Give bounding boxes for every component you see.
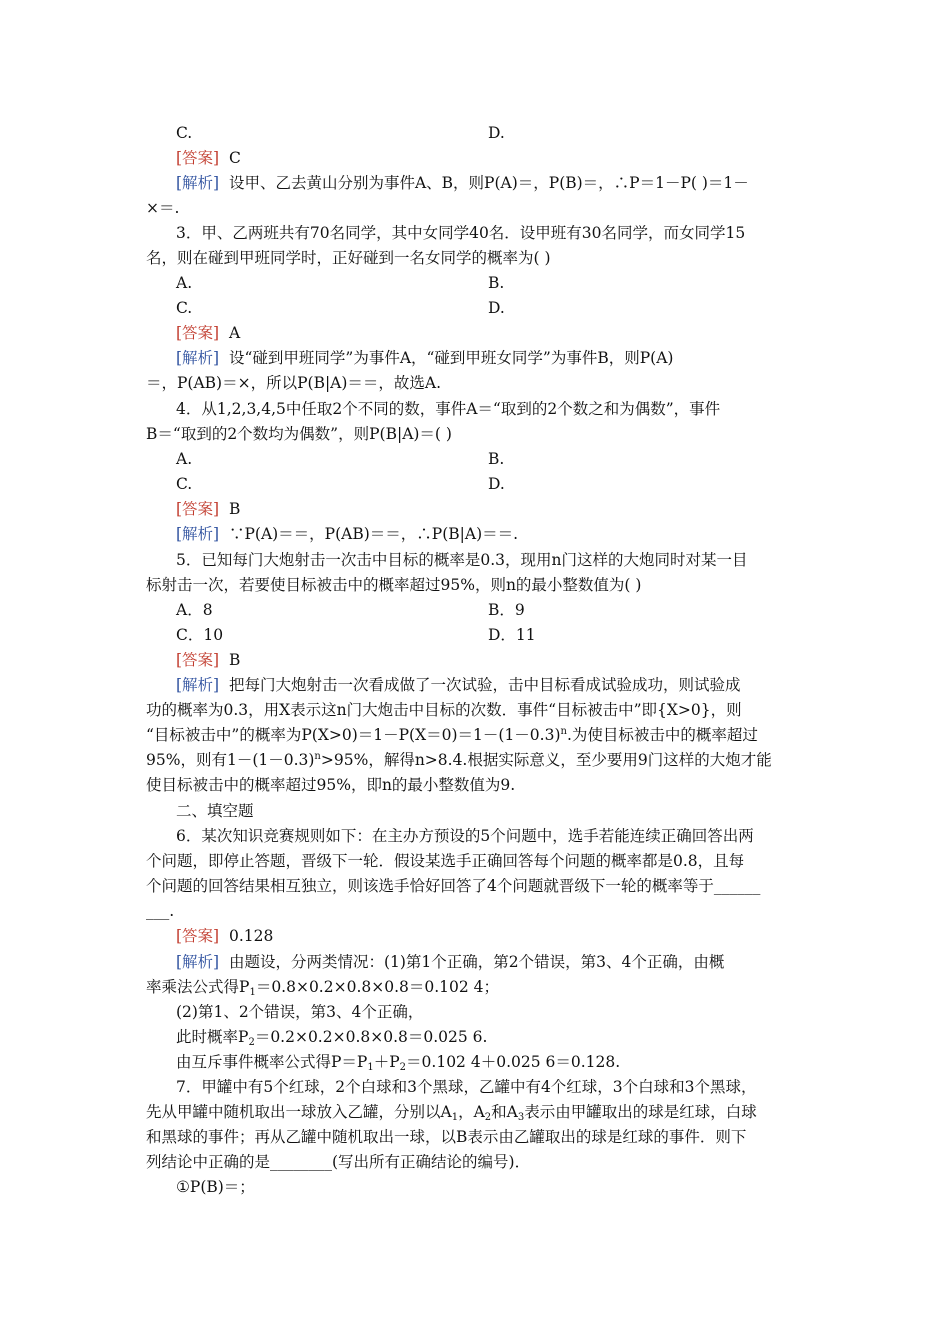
q6-analysis-line-2 xyxy=(146,975,499,1000)
q2-option-c: C. xyxy=(176,124,193,142)
analysis-tag: [解析] xyxy=(176,174,220,192)
q3-analysis-line-1 xyxy=(176,346,673,371)
subscript: 3 xyxy=(517,1112,525,1123)
text-run: >95%，解得n>8.4.根据实际意义，至少要用9门这样的大炮才能 xyxy=(320,751,772,769)
q5-analysis-line-5: 使目标被击中的概率超过95%，即n的最小整数值为9. xyxy=(146,776,516,794)
subscript: 1 xyxy=(451,1112,459,1123)
q7-item-1: ①P(B)＝； xyxy=(176,1178,255,1196)
q4-option-a: A. xyxy=(176,450,193,468)
subscript: 2 xyxy=(248,1037,255,1048)
q6-analysis-line-4 xyxy=(176,1025,487,1050)
analysis-tag: [解析] xyxy=(176,676,220,694)
q3-option-c: C. xyxy=(176,299,193,317)
q4-option-d: D. xyxy=(488,475,505,493)
analysis-tag: [解析] xyxy=(176,953,220,971)
text-run: 和A xyxy=(491,1103,518,1121)
q7-stem-line-1: 7．甲罐中有5个红球，2个白球和3个黑球，乙罐中有4个红球，3个白球和3个黑球， xyxy=(176,1078,757,1096)
q7-stem-line-2 xyxy=(146,1100,757,1125)
text-run: 先从甲罐中随机取出一球放入乙罐，分别以A xyxy=(146,1103,452,1121)
q6-analysis-line-5 xyxy=(176,1050,620,1075)
q4-answer: B xyxy=(228,500,241,518)
q4-option-c: C. xyxy=(176,475,193,493)
section-title: 二、填空题 xyxy=(176,802,254,820)
text-run: 表示由甲罐取出的球是红球，白球 xyxy=(524,1103,757,1121)
q6-answer: 0.128 xyxy=(228,927,274,945)
q6-stem-line-4: ___. xyxy=(146,902,175,920)
analysis-tag: [解析] xyxy=(176,525,220,543)
q4-answer-line xyxy=(176,497,240,522)
q6-analysis-line-3: (2)第1、2个错误，第3、4个正确， xyxy=(176,1003,424,1021)
q4-analysis-text: ∵P(A)＝＝，P(AB)＝＝，∴P(B|A)＝＝. xyxy=(228,525,519,543)
q5-analysis-line-1 xyxy=(176,673,740,698)
text-run: .为使目标被击中的概率超过 xyxy=(566,726,758,744)
q2-analysis-text: 设甲、乙去黄山分别为事件A、B，则P(A)＝，P(B)＝，∴P＝1－P( )＝1－ xyxy=(228,174,749,192)
q3-analysis-text: 设“碰到甲班同学”为事件A，“碰到甲班女同学”为事件B，则P(A) xyxy=(228,349,674,367)
answer-tag: [答案] xyxy=(176,324,220,342)
text-run: 95%，则有1－(1－0.3) xyxy=(146,751,315,769)
q5-analysis-line-2: 功的概率为0.3，用X表示这n门大炮击中目标的次数．事件“目标被击中”即{X>0}，则 xyxy=(146,701,742,719)
q6-stem-line-3: 个问题的回答结果相互独立，则该选手恰好回答了4个问题就晋级下一轮的概率等于______ xyxy=(146,877,761,895)
text-run: “目标被击中”的概率为P(X>0)＝1－P(X＝0)＝1－(1－0.3) xyxy=(146,726,561,744)
q6-analysis-text: 由题设，分两类情况：(1)第1个正确，第2个错误，第3、4个正确，由概 xyxy=(228,953,725,971)
text-run: ，A xyxy=(458,1103,485,1121)
subscript: 2 xyxy=(399,1062,407,1073)
text-run: 此时概率P xyxy=(176,1028,249,1046)
q3-answer-line xyxy=(176,321,240,346)
text-run: 率乘法公式得P xyxy=(146,978,250,996)
q7-stem-line-4: 列结论中正确的是________(写出所有正确结论的编号)． xyxy=(146,1153,531,1171)
answer-tag: [答案] xyxy=(176,500,220,518)
q6-stem-line-1: 6．某次知识竞赛规则如下：在主办方预设的5个问题中，选手若能连续正确回答出两 xyxy=(176,827,754,845)
exponent: n xyxy=(314,751,321,762)
text-run: ＝0.2×0.2×0.8×0.8＝0.025 6. xyxy=(254,1028,488,1046)
q5-analysis-line-4 xyxy=(146,748,772,773)
q2-analysis-line-2: ×＝. xyxy=(146,199,180,217)
text-run: 由互斥事件概率公式得P＝P xyxy=(176,1053,368,1071)
subscript: 1 xyxy=(367,1062,374,1073)
text-run: ＋P xyxy=(373,1053,400,1071)
q5-answer: B xyxy=(228,651,241,669)
q4-stem-line-1: 4．从1,2,3,4,5中任取2个不同的数，事件A＝“取到的2个数之和为偶数”，事件 xyxy=(176,400,721,418)
analysis-tag: [解析] xyxy=(176,349,220,367)
q3-stem-line-1: 3．甲、乙两班共有70名同学，其中女同学40名．设甲班有30名同学，而女同学15 xyxy=(176,224,746,242)
q5-option-b: B．9 xyxy=(488,601,525,619)
q7-stem-line-3: 和黑球的事件；再从乙罐中随机取出一球，以B表示由乙罐取出的球是红球的事件．则下 xyxy=(146,1128,747,1146)
q5-option-c: C．10 xyxy=(176,626,224,644)
answer-tag: [答案] xyxy=(176,651,220,669)
q2-answer-line xyxy=(176,146,241,171)
q6-stem-line-2: 个问题，即停止答题，晋级下一轮．假设某选手正确回答每个问题的概率都是0.8，且每 xyxy=(146,852,745,870)
q2-option-d: D. xyxy=(488,124,505,142)
q3-answer: A xyxy=(228,324,241,342)
q2-analysis-line-1 xyxy=(176,171,749,196)
subscript: 2 xyxy=(484,1112,492,1123)
q5-option-a: A．8 xyxy=(176,601,213,619)
q3-analysis-line-2: ＝，P(AB)＝×，所以P(B|A)＝＝，故选A. xyxy=(146,374,442,392)
q5-option-d: D．11 xyxy=(488,626,536,644)
exponent: n xyxy=(560,726,567,737)
answer-tag: [答案] xyxy=(176,149,220,167)
q4-stem-line-2: B＝“取到的2个数均为偶数”，则P(B|A)＝( ) xyxy=(146,425,452,443)
q5-stem-line-1: 5．已知每门大炮射击一次击中目标的概率是0.3，现用n门这样的大炮同时对某一目 xyxy=(176,551,748,569)
q3-option-a: A. xyxy=(176,274,193,292)
q3-option-d: D. xyxy=(488,299,505,317)
q5-analysis-text: 把每门大炮射击一次看成做了一次试验，击中目标看成试验成功，则试验成 xyxy=(228,676,741,694)
q5-answer-line xyxy=(176,648,240,673)
q3-stem-line-2: 名，则在碰到甲班同学时，正好碰到一名女同学的概率为( ) xyxy=(146,249,551,267)
q5-stem-line-2: 标射击一次，若要使目标被击中的概率超过95%，则n的最小整数值为( ) xyxy=(146,576,642,594)
q6-analysis-line-1 xyxy=(176,950,724,975)
answer-tag: [答案] xyxy=(176,927,220,945)
text-run: ＝0.8×0.2×0.8×0.8＝0.102 4； xyxy=(255,978,500,996)
q3-option-b: B. xyxy=(488,274,505,292)
q4-analysis-line-1 xyxy=(176,522,518,547)
q2-answer: C xyxy=(228,149,241,167)
q6-answer-line xyxy=(176,924,273,949)
q4-option-b: B. xyxy=(488,450,505,468)
q5-analysis-line-3 xyxy=(146,723,758,748)
text-run: ＝0.102 4＋0.025 6＝0.128. xyxy=(406,1053,621,1071)
subscript: 1 xyxy=(249,987,256,998)
